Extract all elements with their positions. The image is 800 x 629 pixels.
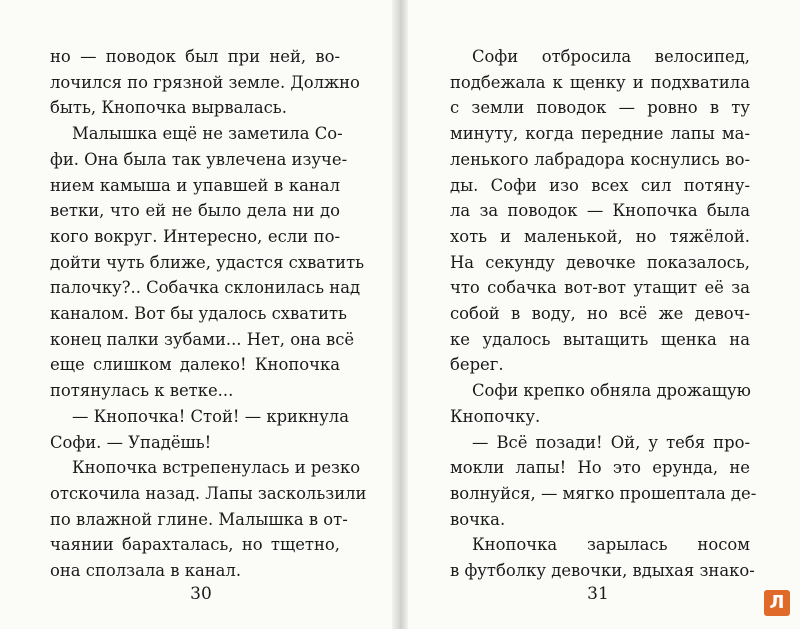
text-line: фи. Она была так увлечена изуче-	[50, 149, 348, 169]
text-line: нием камыша и упавшей в канал	[50, 175, 340, 195]
text-line: ды. Софи изо всех сил потяну-	[450, 175, 750, 195]
left-page	[0, 0, 392, 629]
text-line: лочился по грязной земле. Должно	[50, 72, 360, 92]
text-line: хоть и маленькой, но тяжёлой.	[450, 226, 750, 246]
text-line: отскочила назад. Лапы заскользили	[50, 483, 367, 503]
text-line: быть, Кнопочка вырвалась.	[50, 98, 287, 118]
text-line: ке удалось вытащить щенка на	[450, 329, 750, 349]
text-line: ветки, что ей не было дела ни до	[50, 201, 340, 221]
right-page	[408, 0, 800, 629]
text-line: Кнопочку.	[450, 406, 541, 426]
text-line: минуту, когда передние лапы ма-	[450, 124, 750, 144]
text-line: она сползала в канал.	[50, 561, 242, 581]
text-line: дойти чуть ближе, удастся схватить	[50, 252, 365, 272]
text-line: вочка.	[450, 509, 506, 529]
text-line: еще слишком далеко! Кнопочка	[50, 355, 340, 375]
text-line: чаянии барахталась, но тщетно,	[50, 535, 340, 555]
text-line: каналом. Вот бы удалось схватить	[50, 304, 347, 324]
watermark-logo-icon: Л	[764, 590, 790, 616]
text-line: ла за поводок — Кнопочка была	[450, 201, 750, 221]
text-line: мокли лапы! Но это ерунда, не	[450, 458, 750, 478]
text-line: палочку?.. Собачка склонилась над	[50, 278, 361, 298]
text-line: подбежала к щенку и подхватила	[450, 72, 750, 92]
text-line: Софи отбросила велосипед,	[472, 47, 750, 66]
text-line: ленького лабрадора коснулись во-	[450, 149, 750, 169]
text-line: Софи крепко обняла дрожащую	[472, 381, 751, 401]
text-line: конец палки зубами... Нет, она всё	[50, 329, 355, 349]
book-gutter	[392, 0, 408, 629]
text-line: Малышка ещё не заметила Со-	[72, 124, 343, 144]
text-line: кого вокруг. Интересно, если по-	[50, 226, 340, 246]
page-number: 31	[587, 584, 609, 604]
text-line: берег.	[450, 355, 504, 375]
page-number: 30	[190, 584, 212, 604]
text-line: по влажной глине. Малышка в от-	[50, 509, 348, 529]
text-line: с земли поводок — ровно в ту	[450, 98, 750, 118]
text-line: что собачка вот-вот утащит её за	[450, 278, 750, 298]
text-line: собой в воду, но всё же девоч-	[450, 304, 750, 324]
text-line: в футболку девочки, вдыхая знако-	[450, 561, 755, 581]
text-line: но — поводок был при ней, во-	[50, 47, 340, 66]
right-page-text	[450, 44, 757, 584]
text-line: волнуйся, — мягко прошептала де-	[450, 483, 757, 503]
text-line: Кнопочка встрепенулась и резко	[72, 458, 361, 478]
text-line: На секунду девочке показалось,	[450, 252, 750, 272]
text-line: — Кнопочка! Стой! — крикнула	[72, 406, 349, 426]
text-line: — Всё позади! Ой, у тебя про-	[472, 432, 750, 452]
left-page-text	[50, 44, 367, 584]
text-line: Кнопочка зарылась носом	[472, 535, 750, 555]
text-line: Софи. — Упадёшь!	[50, 432, 212, 452]
text-line: потянулась к ветке...	[50, 381, 234, 401]
